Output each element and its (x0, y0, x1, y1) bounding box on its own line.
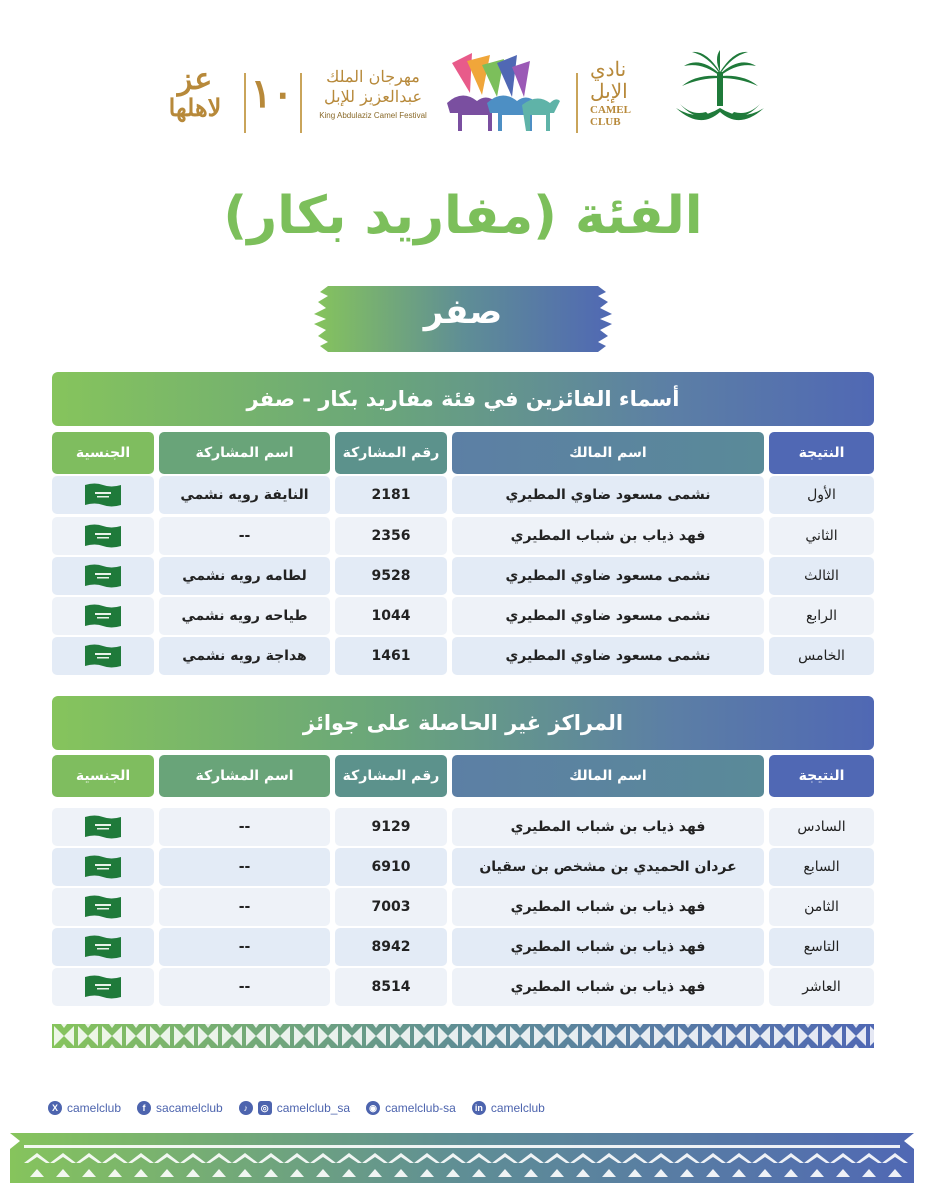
col-header-entry-name: اسم المشاركة (159, 755, 330, 797)
saudi-flag-icon (83, 523, 123, 549)
table-row (52, 848, 874, 886)
saudi-flag-icon (83, 974, 123, 1000)
col-header-nationality: الجنسية (52, 432, 154, 474)
instagram-icon: ◎ (258, 1101, 272, 1115)
social-facebook[interactable] (137, 1101, 223, 1115)
festival-en-name: King Abdulaziz Camel Festival (319, 110, 427, 120)
cell-owner: نشمى مسعود ضاوي المطيري (452, 637, 764, 675)
cell-nationality (52, 476, 154, 514)
winners-section-header: أسماء الفائزين في فئة مفاريد بكار - صفر (52, 372, 874, 426)
cell-number: 9129 (335, 808, 447, 846)
saudi-flag-icon (83, 603, 123, 629)
cell-result: الثاني (769, 517, 874, 555)
cell-entry-name: لطامه رويه نشمي (159, 557, 330, 595)
table-row (52, 637, 874, 675)
edition-ten-logo (250, 48, 294, 138)
cell-number: 9528 (335, 557, 447, 595)
edition-number: ١٠ (250, 69, 294, 117)
table-row (52, 968, 874, 1006)
social-handle: camelclub-sa (385, 1101, 456, 1115)
saudi-flag-icon (83, 894, 123, 920)
cell-owner: نشمى مسعود ضاوي المطيري (452, 476, 764, 514)
snapchat-icon: ◉ (366, 1101, 380, 1115)
cell-nationality (52, 637, 154, 675)
cell-result: السابع (769, 848, 874, 886)
cell-entry-name: -- (159, 808, 330, 846)
cell-entry-name: طياحه رويه نشمي (159, 597, 330, 635)
cell-result: الثامن (769, 888, 874, 926)
cell-entry-name: -- (159, 968, 330, 1006)
cell-owner: فهد ذياب بن شباب المطيري (452, 517, 764, 555)
cell-number: 1461 (335, 637, 447, 675)
saudi-flag-icon (83, 814, 123, 840)
cell-entry-name: -- (159, 888, 330, 926)
col-header-number: رقم المشاركة (335, 755, 447, 797)
cell-owner: فهد ذياب بن شباب المطيري (452, 968, 764, 1006)
cell-result: الأول (769, 476, 874, 514)
table-row (52, 557, 874, 595)
cell-nationality (52, 848, 154, 886)
social-x[interactable] (48, 1101, 121, 1115)
non-winners-section-header: المراكز غير الحاصلة على جوائز (52, 696, 874, 750)
cell-result: الثالث (769, 557, 874, 595)
ezz-text: عز (177, 62, 213, 97)
table-row (52, 888, 874, 926)
header-logo-bar (150, 48, 780, 138)
tiktok-icon: ♪ (239, 1101, 253, 1115)
festival-name-logo (308, 48, 438, 138)
table-row (52, 808, 874, 846)
col-header-nationality: الجنسية (52, 755, 154, 797)
table-row (52, 517, 874, 555)
cell-nationality (52, 517, 154, 555)
social-snapchat[interactable] (366, 1101, 456, 1115)
cell-owner: عردان الحميدي بن مشخص بن سقيان (452, 848, 764, 886)
cell-number: 2181 (335, 476, 447, 514)
club-ar-name: نادي الإبل (590, 57, 628, 103)
linkedin-icon: in (472, 1101, 486, 1115)
cell-result: التاسع (769, 928, 874, 966)
saudi-flag-icon (83, 854, 123, 880)
ezz-lahlaha-logo (150, 48, 240, 138)
cell-entry-name: -- (159, 848, 330, 886)
cell-result: الرابع (769, 597, 874, 635)
saudi-flag-icon (83, 934, 123, 960)
cell-owner: فهد ذياب بن شباب المطيري (452, 928, 764, 966)
category-title: الفئة (مفاريد بكار) (223, 186, 703, 246)
social-links-bar (48, 1098, 561, 1118)
social-handle: camelclub (490, 1101, 545, 1115)
col-header-owner: اسم المالك (452, 755, 764, 797)
palm-swords-emblem-icon (670, 48, 770, 138)
cell-number: 2356 (335, 517, 447, 555)
cell-entry-name: -- (159, 517, 330, 555)
camel-riders-art-icon (442, 48, 562, 138)
cell-owner: فهد ذياب بن شباب المطيري (452, 888, 764, 926)
camel-club-name-logo (590, 48, 660, 138)
social-tiktok-instagram[interactable] (239, 1101, 350, 1115)
cell-result: الخامس (769, 637, 874, 675)
cell-number: 6910 (335, 848, 447, 886)
cell-nationality (52, 888, 154, 926)
cell-entry-name: هداجة رويه نشمي (159, 637, 330, 675)
cell-owner: نشمى مسعود ضاوي المطيري (452, 597, 764, 635)
cell-number: 8514 (335, 968, 447, 1006)
cell-number: 1044 (335, 597, 447, 635)
cell-number: 8942 (335, 928, 447, 966)
cell-nationality (52, 808, 154, 846)
cell-number: 7003 (335, 888, 447, 926)
month-label: صفر (423, 292, 503, 332)
table-row (52, 476, 874, 514)
footer-sadu-band (10, 1133, 914, 1183)
festival-ar-line1: مهرجان الملك (326, 66, 420, 86)
lahlaha-text: لاهلها (168, 93, 222, 122)
facebook-icon: f (137, 1101, 151, 1115)
logo-divider (244, 73, 246, 133)
club-en-name: CAMEL CLUB (590, 104, 631, 128)
winners-header-row (52, 432, 874, 474)
saudi-flag-icon (83, 482, 123, 508)
table-row (52, 597, 874, 635)
social-handle: camelclub_sa (276, 1101, 351, 1115)
col-header-result: النتيجة (769, 432, 874, 474)
col-header-entry-name: اسم المشاركة (159, 432, 330, 474)
cell-nationality (52, 597, 154, 635)
cell-nationality (52, 968, 154, 1006)
cell-owner: نشمى مسعود ضاوي المطيري (452, 557, 764, 595)
festival-ar-line2: عبدالعزيز للإبل (324, 86, 422, 106)
logo-divider (576, 73, 578, 133)
month-badge (306, 286, 620, 352)
cell-entry-name: -- (159, 928, 330, 966)
cell-nationality (52, 928, 154, 966)
saudi-flag-icon (83, 643, 123, 669)
social-handle: camelclub (67, 1101, 122, 1115)
social-handle: sacamelclub (156, 1101, 223, 1115)
sadu-pattern-strip (52, 1024, 874, 1048)
non-winners-header-row (52, 755, 874, 797)
cell-nationality (52, 557, 154, 595)
col-header-number: رقم المشاركة (335, 432, 447, 474)
cell-result: السادس (769, 808, 874, 846)
logo-divider (300, 73, 302, 133)
table-row (52, 928, 874, 966)
col-header-owner: اسم المالك (452, 432, 764, 474)
saudi-flag-icon (83, 563, 123, 589)
cell-owner: فهد ذياب بن شباب المطيري (452, 808, 764, 846)
cell-entry-name: النايفة رويه نشمي (159, 476, 330, 514)
x-icon: X (48, 1101, 62, 1115)
cell-result: العاشر (769, 968, 874, 1006)
social-linkedin[interactable] (472, 1101, 545, 1115)
col-header-result: النتيجة (769, 755, 874, 797)
